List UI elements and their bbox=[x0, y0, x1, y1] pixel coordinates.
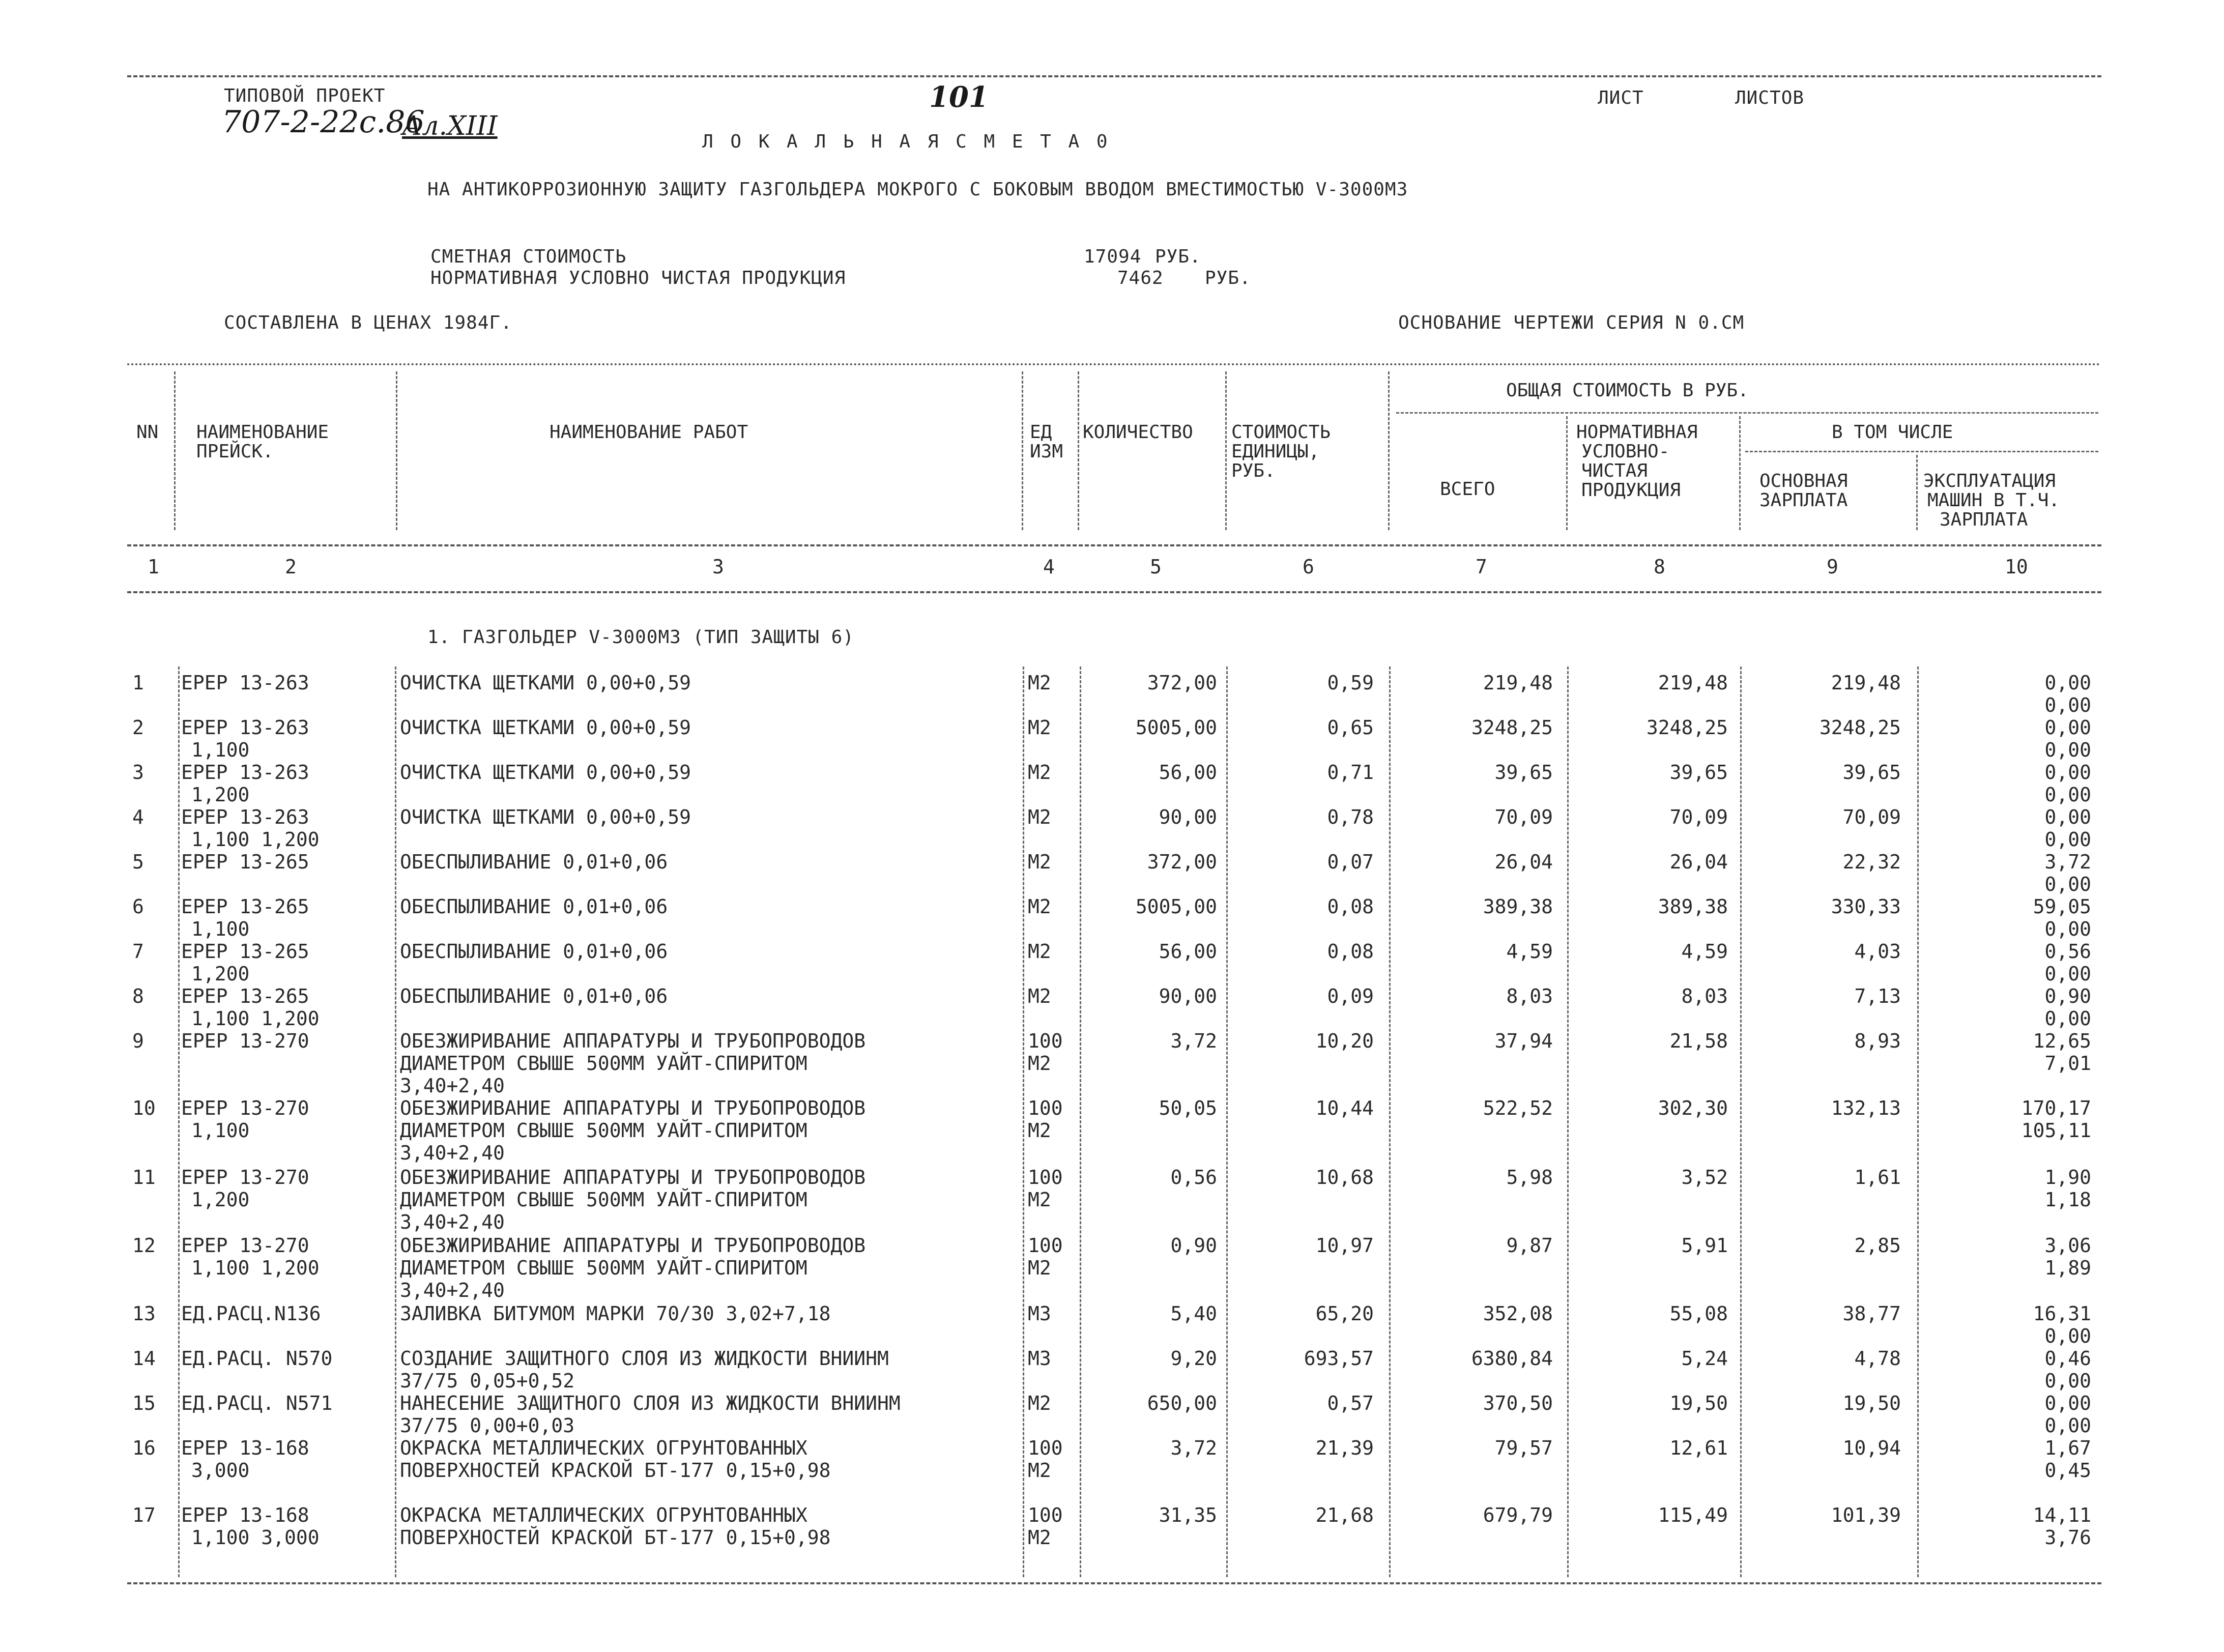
unit-cost: 10,97 bbox=[1315, 1234, 1374, 1257]
normative-product: 21,58 bbox=[1669, 1030, 1728, 1052]
total-cost: 37,94 bbox=[1494, 1030, 1553, 1052]
work-description: СОЗДАНИЕ ЗАЩИТНОГО СЛОЯ ИЗ ЖИДКОСТИ ВНИИНМ bbox=[400, 1347, 889, 1370]
total-cost: 4,59 bbox=[1506, 940, 1553, 963]
header-unit-line1: ЕД bbox=[1030, 422, 1052, 443]
header-price-list-line1: НАИМЕНОВАНИЕ bbox=[196, 422, 329, 443]
normative-product: 389,38 bbox=[1658, 895, 1728, 918]
unit-of-measure: 100 bbox=[1028, 1504, 1063, 1526]
work-description: ОЧИСТКА ЩЕТКАМИ 0,00+0,59 bbox=[400, 672, 691, 694]
work-description: ОБЕЗЖИРИВАНИЕ АППАРАТУРЫ И ТРУБОПРОВОДОВ bbox=[400, 1030, 866, 1052]
price-list-ref: 1,100 1,200 bbox=[191, 1007, 320, 1030]
unit-of-measure: М2 bbox=[1028, 985, 1051, 1007]
header-price-list-line2: ПРЕЙСК. bbox=[196, 441, 274, 462]
row-number: 17 bbox=[132, 1504, 156, 1526]
base-wages: 4,78 bbox=[1854, 1347, 1901, 1370]
work-description: ДИАМЕТРОМ СВЫШЕ 500ММ УАЙТ-СПИРИТОМ bbox=[400, 1119, 807, 1142]
unit-of-measure: М2 bbox=[1028, 1392, 1051, 1414]
price-list-ref: 1,100 bbox=[191, 1119, 250, 1142]
total-cost: 6380,84 bbox=[1471, 1347, 1553, 1370]
base-wages: 1,61 bbox=[1854, 1166, 1901, 1189]
row-number: 2 bbox=[132, 716, 144, 739]
work-description: ОЧИСТКА ЩЕТКАМИ 0,00+0,59 bbox=[400, 761, 691, 784]
document-subtitle: НА АНТИКОРРОЗИОННУЮ ЗАЩИТУ ГАЗГОЛЬДЕРА МОКРОГО С БОКОВЫМ ВВОДОМ ВМЕСТИМОСТЬЮ V-3000М3 bbox=[427, 179, 1408, 200]
unit-cost: 0,71 bbox=[1327, 761, 1374, 784]
column-divider bbox=[178, 666, 180, 1577]
column-divider bbox=[1080, 666, 1081, 1577]
total-cost: 352,08 bbox=[1483, 1302, 1553, 1325]
machine-operation: 0,00 bbox=[2044, 1392, 2091, 1414]
normative-product: 219,48 bbox=[1658, 672, 1728, 694]
base-wages: 70,09 bbox=[1842, 806, 1901, 828]
price-list-ref: 1,200 bbox=[191, 963, 250, 985]
header-work-name: НАИМЕНОВАНИЕ РАБОТ bbox=[550, 422, 748, 443]
unit-cost: 693,57 bbox=[1304, 1347, 1374, 1370]
work-description: 3,40+2,40 bbox=[400, 1211, 505, 1233]
machine-operation: 3,76 bbox=[2044, 1526, 2091, 1549]
normative-product-unit: РУБ. bbox=[1205, 268, 1251, 288]
total-cost: 389,38 bbox=[1483, 895, 1553, 918]
unit-of-measure: М2 bbox=[1028, 851, 1051, 873]
machine-operation: 0,00 bbox=[2044, 1007, 2091, 1030]
header-wages-line1: ОСНОВНАЯ bbox=[1759, 471, 1848, 491]
base-wages: 132,13 bbox=[1831, 1097, 1901, 1119]
section-title: 1. ГАЗГОЛЬДЕР V-3000М3 (ТИП ЗАЩИТЫ 6) bbox=[427, 627, 854, 648]
row-number: 9 bbox=[132, 1030, 144, 1052]
price-list-ref: 3,000 bbox=[191, 1459, 250, 1482]
normative-product: 12,61 bbox=[1669, 1437, 1728, 1459]
machine-operation: 0,00 bbox=[2044, 1370, 2091, 1392]
work-description: 37/75 0,00+0,03 bbox=[400, 1414, 575, 1437]
row-number: 11 bbox=[132, 1166, 156, 1189]
header-machines-line1: ЭКСПЛУАТАЦИЯ bbox=[1923, 471, 2056, 491]
base-wages: 3248,25 bbox=[1819, 716, 1901, 739]
unit-of-measure: М2 bbox=[1028, 761, 1051, 784]
header-total-group: ОБЩАЯ СТОИМОСТЬ В РУБ. bbox=[1506, 380, 1749, 401]
row-number: 5 bbox=[132, 851, 144, 873]
price-list-ref: ЕРЕР 13-263 bbox=[181, 672, 309, 694]
unit-cost: 0,78 bbox=[1327, 806, 1374, 828]
unit-of-measure: М2 bbox=[1028, 1257, 1051, 1279]
price-list-ref: 1,100 bbox=[191, 918, 250, 940]
machine-operation: 0,00 bbox=[2044, 1414, 2091, 1437]
unit-cost: 0,57 bbox=[1327, 1392, 1374, 1414]
total-cost: 39,65 bbox=[1494, 761, 1553, 784]
row-number: 14 bbox=[132, 1347, 156, 1370]
price-list-ref: ЕРЕР 13-263 bbox=[181, 761, 309, 784]
drawings-basis-label: ОСНОВАНИЕ ЧЕРТЕЖИ СЕРИЯ N 0.СМ bbox=[1398, 312, 1745, 333]
normative-product: 70,09 bbox=[1669, 806, 1728, 828]
price-list-ref: 1,100 1,200 bbox=[191, 1257, 320, 1279]
unit-of-measure: М2 bbox=[1028, 1052, 1051, 1075]
normative-product: 3,52 bbox=[1681, 1166, 1728, 1189]
quantity: 0,56 bbox=[1170, 1166, 1217, 1189]
total-cost: 5,98 bbox=[1506, 1166, 1553, 1189]
work-description: ОЧИСТКА ЩЕТКАМИ 0,00+0,59 bbox=[400, 806, 691, 828]
quantity: 50,05 bbox=[1159, 1097, 1217, 1119]
column-number: 8 bbox=[1654, 556, 1665, 578]
price-list-ref: ЕРЕР 13-270 bbox=[181, 1097, 309, 1119]
normative-product: 3248,25 bbox=[1646, 716, 1728, 739]
total-cost: 679,79 bbox=[1483, 1504, 1553, 1526]
base-wages: 330,33 bbox=[1831, 895, 1901, 918]
header-machines-line2: МАШИН В Т.Ч. bbox=[1927, 490, 2060, 511]
normative-product: 115,49 bbox=[1658, 1504, 1728, 1526]
column-divider bbox=[1567, 666, 1569, 1577]
machine-operation: 0,00 bbox=[2044, 806, 2091, 828]
quantity: 372,00 bbox=[1147, 851, 1217, 873]
unit-cost: 10,68 bbox=[1315, 1166, 1374, 1189]
sheet-label: ЛИСТ bbox=[1598, 88, 1644, 108]
base-wages: 8,93 bbox=[1854, 1030, 1901, 1052]
album-number: Ал.XIII bbox=[402, 111, 498, 141]
price-list-ref: ЕРЕР 13-168 bbox=[181, 1504, 309, 1526]
machine-operation: 12,65 bbox=[2033, 1030, 2091, 1052]
row-number: 10 bbox=[132, 1097, 156, 1119]
column-divider bbox=[395, 666, 396, 1577]
price-list-ref: ЕД.РАСЦ.N136 bbox=[181, 1302, 321, 1325]
project-label: ТИПОВОЙ ПРОЕКТ bbox=[224, 85, 386, 106]
machine-operation: 1,90 bbox=[2044, 1166, 2091, 1189]
page-number: 101 bbox=[929, 80, 989, 114]
estimated-cost-value: 17094 bbox=[1084, 246, 1142, 267]
quantity: 372,00 bbox=[1147, 672, 1217, 694]
machine-operation: 0,00 bbox=[2044, 918, 2091, 940]
header-machines-line3: ЗАРПЛАТА bbox=[1940, 509, 2028, 530]
row-number: 4 bbox=[132, 806, 144, 828]
header-total: ВСЕГО bbox=[1440, 479, 1495, 500]
quantity: 3,72 bbox=[1170, 1030, 1217, 1052]
column-number: 2 bbox=[285, 556, 297, 578]
machine-operation: 0,00 bbox=[2044, 1325, 2091, 1347]
machine-operation: 14,11 bbox=[2033, 1504, 2091, 1526]
row-number: 7 bbox=[132, 940, 144, 963]
price-list-ref: 1,100 3,000 bbox=[191, 1526, 320, 1549]
base-wages: 7,13 bbox=[1854, 985, 1901, 1007]
machine-operation: 1,89 bbox=[2044, 1257, 2091, 1279]
header-quantity: КОЛИЧЕСТВО bbox=[1083, 422, 1193, 443]
row-number: 8 bbox=[132, 985, 144, 1007]
quantity: 9,20 bbox=[1170, 1347, 1217, 1370]
work-description: 37/75 0,05+0,52 bbox=[400, 1370, 575, 1392]
unit-of-measure: М2 bbox=[1028, 1459, 1051, 1482]
base-wages: 2,85 bbox=[1854, 1234, 1901, 1257]
column-number: 1 bbox=[148, 556, 159, 578]
work-description: 3,40+2,40 bbox=[400, 1075, 505, 1097]
column-divider bbox=[1740, 666, 1742, 1577]
quantity: 5,40 bbox=[1170, 1302, 1217, 1325]
machine-operation: 0,00 bbox=[2044, 828, 2091, 851]
unit-cost: 0,65 bbox=[1327, 716, 1374, 739]
machine-operation: 0,00 bbox=[2044, 739, 2091, 761]
price-list-ref: ЕРЕР 13-265 bbox=[181, 851, 309, 873]
unit-of-measure: 100 bbox=[1028, 1234, 1063, 1257]
column-number: 6 bbox=[1303, 556, 1314, 578]
machine-operation: 0,00 bbox=[2044, 963, 2091, 985]
quantity: 90,00 bbox=[1159, 806, 1217, 828]
work-description: ОБЕСПЫЛИВАНИЕ 0,01+0,06 bbox=[400, 940, 668, 963]
work-description: ОБЕЗЖИРИВАНИЕ АППАРАТУРЫ И ТРУБОПРОВОДОВ bbox=[400, 1097, 866, 1119]
unit-of-measure: М2 bbox=[1028, 940, 1051, 963]
work-description: ОБЕСПЫЛИВАНИЕ 0,01+0,06 bbox=[400, 895, 668, 918]
unit-of-measure: М2 bbox=[1028, 806, 1051, 828]
column-number: 5 bbox=[1150, 556, 1162, 578]
work-description: ОБЕСПЫЛИВАНИЕ 0,01+0,06 bbox=[400, 851, 668, 873]
work-description: ПОВЕРХНОСТЕЙ КРАСКОЙ БТ-177 0,15+0,98 bbox=[400, 1526, 831, 1549]
price-list-ref: ЕРЕР 13-270 bbox=[181, 1234, 309, 1257]
work-description: ОКРАСКА МЕТАЛЛИЧЕСКИХ ОГРУНТОВАННЫХ bbox=[400, 1437, 807, 1459]
price-list-ref: ЕРЕР 13-263 bbox=[181, 716, 309, 739]
work-description: ЗАЛИВКА БИТУМОМ МАРКИ 70/30 3,02+7,18 bbox=[400, 1302, 831, 1325]
unit-cost: 21,68 bbox=[1315, 1504, 1374, 1526]
quantity: 31,35 bbox=[1159, 1504, 1217, 1526]
work-description: НАНЕСЕНИЕ ЗАЩИТНОГО СЛОЯ ИЗ ЖИДКОСТИ ВНИИНМ bbox=[400, 1392, 901, 1414]
column-number: 7 bbox=[1476, 556, 1487, 578]
work-description: ОБЕСПЫЛИВАНИЕ 0,01+0,06 bbox=[400, 985, 668, 1007]
unit-cost: 10,20 bbox=[1315, 1030, 1374, 1052]
machine-operation: 0,00 bbox=[2044, 761, 2091, 784]
header-unit-cost-line2: ЕДИНИЦЫ, bbox=[1231, 441, 1320, 462]
work-description: ОБЕЗЖИРИВАНИЕ АППАРАТУРЫ И ТРУБОПРОВОДОВ bbox=[400, 1166, 866, 1189]
total-cost: 370,50 bbox=[1483, 1392, 1553, 1414]
normative-product-value: 7462 bbox=[1117, 268, 1164, 288]
price-list-ref: 1,100 1,200 bbox=[191, 828, 320, 851]
estimated-cost-label: СМЕТНАЯ СТОИМОСТЬ bbox=[430, 246, 627, 267]
total-cost: 26,04 bbox=[1494, 851, 1553, 873]
row-number: 16 bbox=[132, 1437, 156, 1459]
prices-basis-label: СОСТАВЛЕНА В ЦЕНАХ 1984Г. bbox=[224, 312, 512, 333]
price-list-ref: 1,200 bbox=[191, 1189, 250, 1211]
machine-operation: 0,00 bbox=[2044, 672, 2091, 694]
total-cost: 9,87 bbox=[1506, 1234, 1553, 1257]
base-wages: 39,65 bbox=[1842, 761, 1901, 784]
normative-product: 8,03 bbox=[1681, 985, 1728, 1007]
header-nn: NN bbox=[136, 422, 159, 443]
base-wages: 101,39 bbox=[1831, 1504, 1901, 1526]
document-title: Л О К А Л Ь Н А Я С М Е Т А 0 bbox=[702, 131, 1111, 152]
column-number: 4 bbox=[1043, 556, 1055, 578]
unit-of-measure: М2 bbox=[1028, 1119, 1051, 1142]
unit-cost: 21,39 bbox=[1315, 1437, 1374, 1459]
header-wages-line2: ЗАРПЛАТА bbox=[1759, 490, 1848, 511]
unit-cost: 0,08 bbox=[1327, 895, 1374, 918]
machine-operation: 170,17 bbox=[2021, 1097, 2091, 1119]
machine-operation: 0,46 bbox=[2044, 1347, 2091, 1370]
price-list-ref: ЕРЕР 13-168 bbox=[181, 1437, 309, 1459]
estimated-cost-unit: РУБ. bbox=[1155, 246, 1201, 267]
machine-operation: 105,11 bbox=[2021, 1119, 2091, 1142]
base-wages: 10,94 bbox=[1842, 1437, 1901, 1459]
unit-of-measure: М2 bbox=[1028, 672, 1051, 694]
row-number: 12 bbox=[132, 1234, 156, 1257]
header-norm-line2: УСЛОВНО- bbox=[1581, 441, 1670, 462]
unit-of-measure: М3 bbox=[1028, 1302, 1051, 1325]
quantity: 56,00 bbox=[1159, 761, 1217, 784]
unit-cost: 0,09 bbox=[1327, 985, 1374, 1007]
quantity: 3,72 bbox=[1170, 1437, 1217, 1459]
normative-product: 5,24 bbox=[1681, 1347, 1728, 1370]
unit-of-measure: М2 bbox=[1028, 895, 1051, 918]
quantity: 5005,00 bbox=[1135, 716, 1217, 739]
unit-of-measure: М2 bbox=[1028, 716, 1051, 739]
total-cost: 522,52 bbox=[1483, 1097, 1553, 1119]
row-number: 3 bbox=[132, 761, 144, 784]
normative-product: 5,91 bbox=[1681, 1234, 1728, 1257]
machine-operation: 1,67 bbox=[2044, 1437, 2091, 1459]
machine-operation: 3,06 bbox=[2044, 1234, 2091, 1257]
unit-of-measure: М2 bbox=[1028, 1189, 1051, 1211]
total-cost: 3248,25 bbox=[1471, 716, 1553, 739]
price-list-ref: ЕРЕР 13-270 bbox=[181, 1030, 309, 1052]
unit-of-measure: М2 bbox=[1028, 1526, 1051, 1549]
column-divider bbox=[1917, 666, 1919, 1577]
header-unit-cost-line3: РУБ. bbox=[1231, 460, 1276, 481]
header-norm-line1: НОРМАТИВНАЯ bbox=[1576, 422, 1698, 443]
work-description: ПОВЕРХНОСТЕЙ КРАСКОЙ БТ-177 0,15+0,98 bbox=[400, 1459, 831, 1482]
unit-cost: 0,08 bbox=[1327, 940, 1374, 963]
machine-operation: 1,18 bbox=[2044, 1189, 2091, 1211]
normative-product: 19,50 bbox=[1669, 1392, 1728, 1414]
unit-of-measure: 100 bbox=[1028, 1166, 1063, 1189]
quantity: 0,90 bbox=[1170, 1234, 1217, 1257]
unit-of-measure: 100 bbox=[1028, 1030, 1063, 1052]
work-description: 3,40+2,40 bbox=[400, 1279, 505, 1301]
base-wages: 22,32 bbox=[1842, 851, 1901, 873]
project-number: 707-2-22с.86 bbox=[222, 104, 425, 140]
machine-operation: 7,01 bbox=[2044, 1052, 2091, 1075]
price-list-ref: ЕРЕР 13-263 bbox=[181, 806, 309, 828]
work-description: 3,40+2,40 bbox=[400, 1142, 505, 1164]
quantity: 5005,00 bbox=[1135, 895, 1217, 918]
column-number: 10 bbox=[2005, 556, 2028, 578]
price-list-ref: 1,200 bbox=[191, 784, 250, 806]
row-number: 6 bbox=[132, 895, 144, 918]
row-number: 1 bbox=[132, 672, 144, 694]
price-list-ref: ЕД.РАСЦ. N570 bbox=[181, 1347, 333, 1370]
price-list-ref: ЕД.РАСЦ. N571 bbox=[181, 1392, 333, 1414]
machine-operation: 0,00 bbox=[2044, 873, 2091, 895]
machine-operation: 0,56 bbox=[2044, 940, 2091, 963]
work-description: ДИАМЕТРОМ СВЫШЕ 500ММ УАЙТ-СПИРИТОМ bbox=[400, 1257, 807, 1279]
column-divider bbox=[1226, 666, 1228, 1577]
total-cost: 70,09 bbox=[1494, 806, 1553, 828]
total-cost: 219,48 bbox=[1483, 672, 1553, 694]
unit-cost: 0,07 bbox=[1327, 851, 1374, 873]
unit-of-measure: 100 bbox=[1028, 1437, 1063, 1459]
unit-cost: 65,20 bbox=[1315, 1302, 1374, 1325]
column-number: 3 bbox=[712, 556, 724, 578]
header-unit-cost-line1: СТОИМОСТЬ bbox=[1231, 422, 1331, 443]
machine-operation: 59,05 bbox=[2033, 895, 2091, 918]
price-list-ref: ЕРЕР 13-265 bbox=[181, 895, 309, 918]
row-number: 13 bbox=[132, 1302, 156, 1325]
work-description: ОКРАСКА МЕТАЛЛИЧЕСКИХ ОГРУНТОВАННЫХ bbox=[400, 1504, 807, 1526]
price-list-ref: 1,100 bbox=[191, 739, 250, 761]
unit-cost: 10,44 bbox=[1315, 1097, 1374, 1119]
total-cost: 79,57 bbox=[1494, 1437, 1553, 1459]
work-description: ДИАМЕТРОМ СВЫШЕ 500ММ УАЙТ-СПИРИТОМ bbox=[400, 1052, 807, 1075]
price-list-ref: ЕРЕР 13-265 bbox=[181, 985, 309, 1007]
header-unit-line2: ИЗМ bbox=[1030, 441, 1063, 462]
header-norm-line4: ПРОДУКЦИЯ bbox=[1581, 480, 1681, 501]
sheets-label: ЛИСТОВ bbox=[1735, 88, 1805, 108]
normative-product: 55,08 bbox=[1669, 1302, 1728, 1325]
base-wages: 19,50 bbox=[1842, 1392, 1901, 1414]
machine-operation: 3,72 bbox=[2044, 851, 2091, 873]
quantity: 90,00 bbox=[1159, 985, 1217, 1007]
normative-product: 4,59 bbox=[1681, 940, 1728, 963]
machine-operation: 0,00 bbox=[2044, 784, 2091, 806]
work-description: ДИАМЕТРОМ СВЫШЕ 500ММ УАЙТ-СПИРИТОМ bbox=[400, 1189, 807, 1211]
price-list-ref: ЕРЕР 13-270 bbox=[181, 1166, 309, 1189]
normative-product: 302,30 bbox=[1658, 1097, 1728, 1119]
machine-operation: 0,00 bbox=[2044, 694, 2091, 716]
total-cost: 8,03 bbox=[1506, 985, 1553, 1007]
row-number: 15 bbox=[132, 1392, 156, 1414]
machine-operation: 0,90 bbox=[2044, 985, 2091, 1007]
machine-operation: 0,45 bbox=[2044, 1459, 2091, 1482]
base-wages: 4,03 bbox=[1854, 940, 1901, 963]
header-including: В ТОМ ЧИСЛЕ bbox=[1832, 422, 1953, 443]
column-divider bbox=[1389, 666, 1391, 1577]
quantity: 650,00 bbox=[1147, 1392, 1217, 1414]
header-norm-line3: ЧИСТАЯ bbox=[1581, 460, 1648, 481]
base-wages: 38,77 bbox=[1842, 1302, 1901, 1325]
machine-operation: 0,00 bbox=[2044, 716, 2091, 739]
normative-product-label: НОРМАТИВНАЯ УСЛОВНО ЧИСТАЯ ПРОДУКЦИЯ bbox=[430, 268, 846, 288]
base-wages: 219,48 bbox=[1831, 672, 1901, 694]
normative-product: 39,65 bbox=[1669, 761, 1728, 784]
normative-product: 26,04 bbox=[1669, 851, 1728, 873]
work-description: ОБЕЗЖИРИВАНИЕ АППАРАТУРЫ И ТРУБОПРОВОДОВ bbox=[400, 1234, 866, 1257]
unit-of-measure: 100 bbox=[1028, 1097, 1063, 1119]
column-divider bbox=[1023, 666, 1024, 1577]
quantity: 56,00 bbox=[1159, 940, 1217, 963]
unit-of-measure: М3 bbox=[1028, 1347, 1051, 1370]
work-description: ОЧИСТКА ЩЕТКАМИ 0,00+0,59 bbox=[400, 716, 691, 739]
machine-operation: 16,31 bbox=[2033, 1302, 2091, 1325]
price-list-ref: ЕРЕР 13-265 bbox=[181, 940, 309, 963]
unit-cost: 0,59 bbox=[1327, 672, 1374, 694]
column-number: 9 bbox=[1827, 556, 1838, 578]
